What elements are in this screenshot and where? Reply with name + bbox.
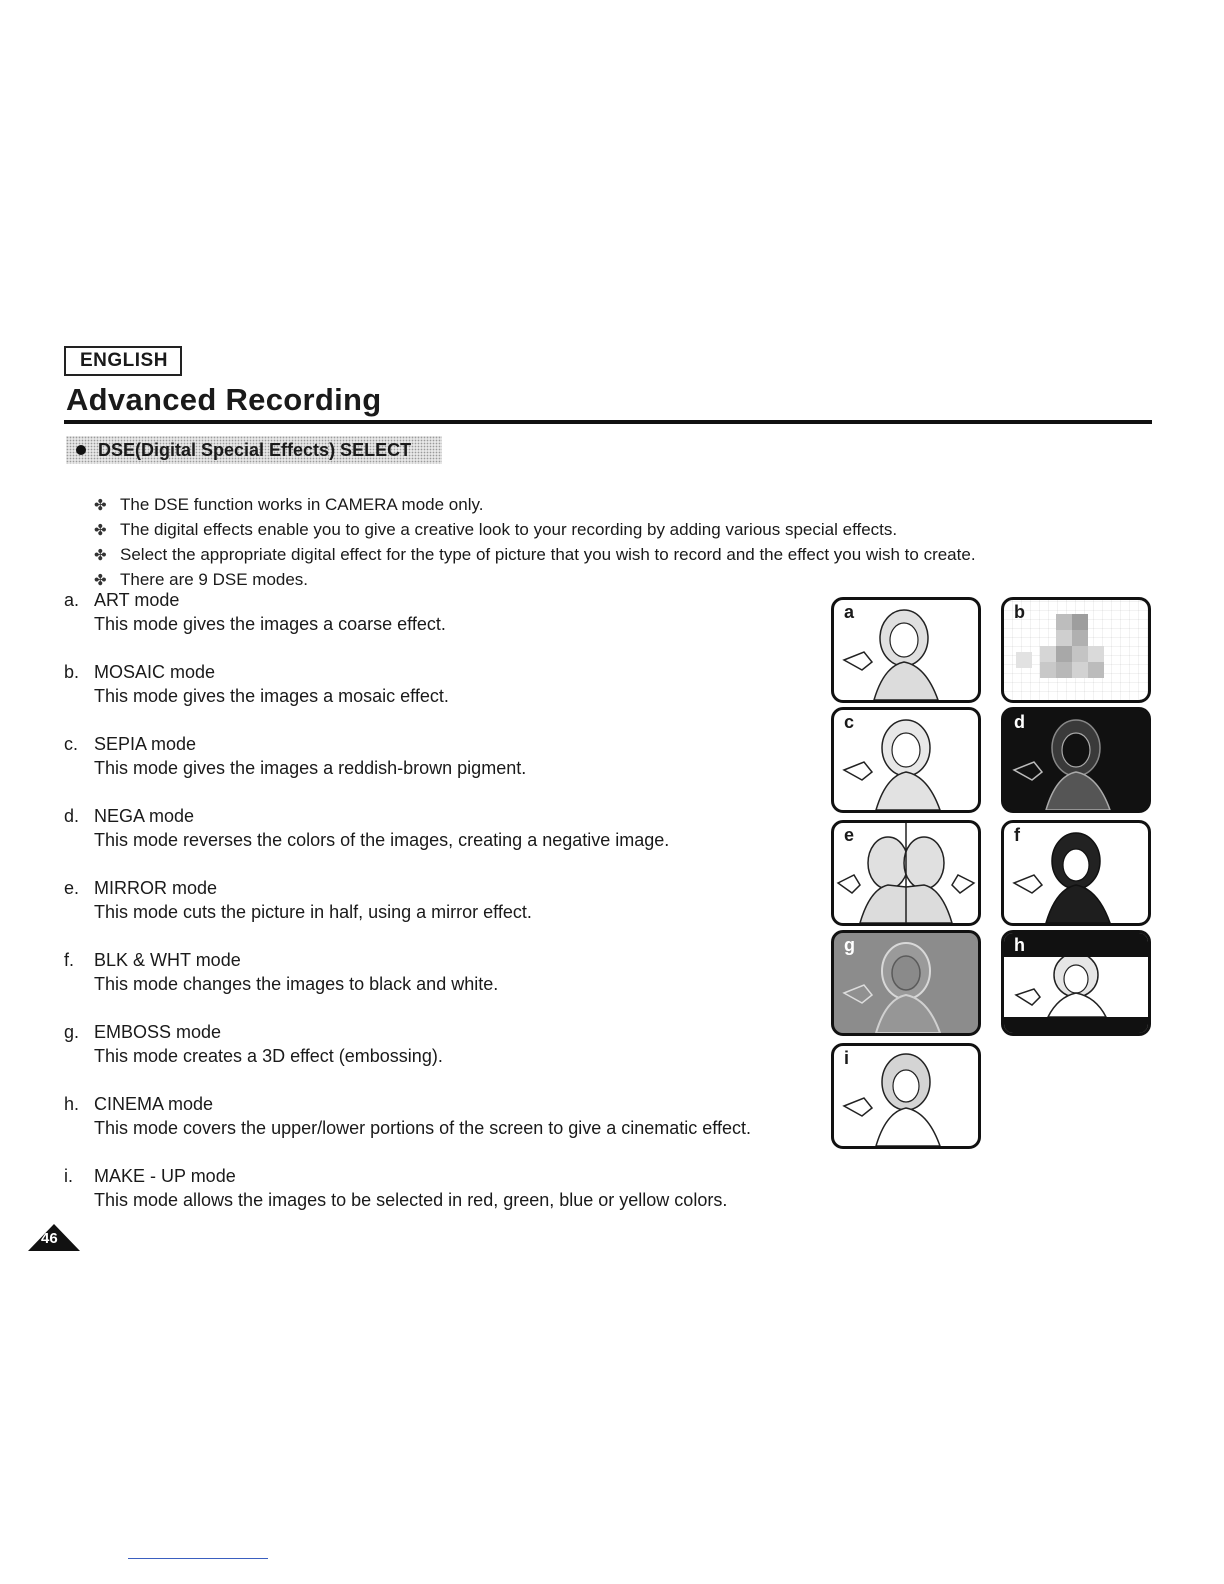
note-text: There are 9 DSE modes. <box>120 569 309 589</box>
embossed-woman-illustration-icon <box>834 933 978 1033</box>
mode-name: BLK & WHT mode <box>94 950 241 970</box>
woman-illustration-icon <box>834 710 978 810</box>
thumbnail-mosaic <box>1001 597 1151 703</box>
star-bullet-icon: ✤ <box>94 571 107 589</box>
mode-item <box>64 876 751 948</box>
thumbnail-label: c <box>844 712 855 732</box>
mode-name: CINEMA mode <box>94 1094 214 1114</box>
thumbnail-sepia <box>831 707 981 813</box>
thumbnail-nega <box>1001 707 1151 813</box>
letterbox-bottom-bar <box>1004 1017 1148 1033</box>
mode-letter: b. <box>64 662 80 682</box>
thumbnail-label: h <box>1014 935 1025 955</box>
mode-item <box>64 660 751 732</box>
mode-letter: d. <box>64 806 80 826</box>
mode-item <box>64 1020 751 1092</box>
woman-illustration-icon <box>834 600 978 700</box>
section-heading-text: DSE(Digital Special Effects) SELECT <box>98 439 412 460</box>
mode-name: EMBOSS mode <box>94 1022 222 1042</box>
thumbnail-mirror <box>831 820 981 926</box>
mode-list <box>64 588 751 1236</box>
bullet-icon <box>76 445 86 455</box>
mode-description: This mode cuts the picture in half, using a mirror effect. <box>94 902 532 922</box>
thumbnail-emboss <box>831 930 981 1036</box>
mode-letter: i. <box>64 1166 73 1186</box>
mode-letter: f. <box>64 950 75 970</box>
thumbnail-label: a <box>844 602 855 622</box>
page-number: 46 <box>41 1230 58 1247</box>
mode-description: This mode creates a 3D effect (embossing). <box>94 1046 443 1066</box>
title-divider <box>64 420 1152 424</box>
mode-description: This mode changes the images to black and white. <box>94 974 499 994</box>
star-bullet-icon: ✤ <box>94 546 107 564</box>
mode-name: MAKE - UP mode <box>94 1166 236 1186</box>
note-text: The digital effects enable you to give a creative look to your recording by adding various special effects. <box>120 519 898 539</box>
note-item <box>94 542 976 567</box>
language-tag: ENGLISH <box>64 346 182 376</box>
mode-letter: c. <box>64 734 79 754</box>
star-bullet-icon: ✤ <box>94 496 107 514</box>
mode-item <box>64 1164 751 1236</box>
thumbnail-label: d <box>1014 712 1025 732</box>
thumbnail-blk-wht <box>1001 820 1151 926</box>
section-heading <box>66 436 442 464</box>
mosaic-illustration-icon <box>1004 600 1148 700</box>
mode-item <box>64 804 751 876</box>
thumbnail-make-up <box>831 1043 981 1149</box>
mode-name: ART mode <box>94 590 180 610</box>
mode-letter: h. <box>64 1094 80 1114</box>
mode-item <box>64 732 751 804</box>
woman-illustration-icon <box>834 1046 978 1146</box>
mode-item <box>64 1092 751 1164</box>
mode-name: MIRROR mode <box>94 878 218 898</box>
mode-description: This mode gives the images a mosaic effect. <box>94 686 449 706</box>
note-text: Select the appropriate digital effect for the type of picture that you wish to record and the effect you wish to create. <box>120 544 976 564</box>
star-bullet-icon: ✤ <box>94 521 107 539</box>
page-title: Advanced Recording <box>66 382 382 417</box>
mode-name: MOSAIC mode <box>94 662 216 682</box>
thumbnail-label: e <box>844 825 855 845</box>
mode-name: NEGA mode <box>94 806 195 826</box>
mode-item <box>64 588 751 660</box>
thumbnail-cinema <box>1001 930 1151 1036</box>
mode-item <box>64 948 751 1020</box>
thumbnail-art <box>831 597 981 703</box>
mode-letter: e. <box>64 878 80 898</box>
thumbnail-label: b <box>1014 602 1025 622</box>
letterbox-top-bar <box>1004 933 1148 957</box>
mode-letter: a. <box>64 590 80 610</box>
mode-description: This mode allows the images to be selected in red, green, blue or yellow colors. <box>94 1190 728 1210</box>
mirrored-woman-illustration-icon <box>834 823 978 923</box>
note-item <box>94 492 976 517</box>
woman-illustration-icon <box>1004 710 1148 810</box>
thumbnail-label: i <box>844 1048 850 1068</box>
note-item <box>94 517 976 542</box>
mode-description: This mode gives the images a coarse effect. <box>94 614 446 634</box>
woman-illustration-icon <box>1004 823 1148 923</box>
footer-line <box>128 1558 268 1559</box>
note-text: The DSE function works in CAMERA mode only. <box>120 494 484 514</box>
mode-description: This mode covers the upper/lower portions of the screen to give a cinematic effect. <box>94 1118 751 1138</box>
mode-description: This mode reverses the colors of the images, creating a negative image. <box>94 830 670 850</box>
thumbnail-label: g <box>844 935 855 955</box>
mode-description: This mode gives the images a reddish-brown pigment. <box>94 758 527 778</box>
mode-letter: g. <box>64 1022 80 1042</box>
notes-list <box>94 492 976 592</box>
thumbnail-label: f <box>1014 825 1020 845</box>
mode-name: SEPIA mode <box>94 734 197 754</box>
